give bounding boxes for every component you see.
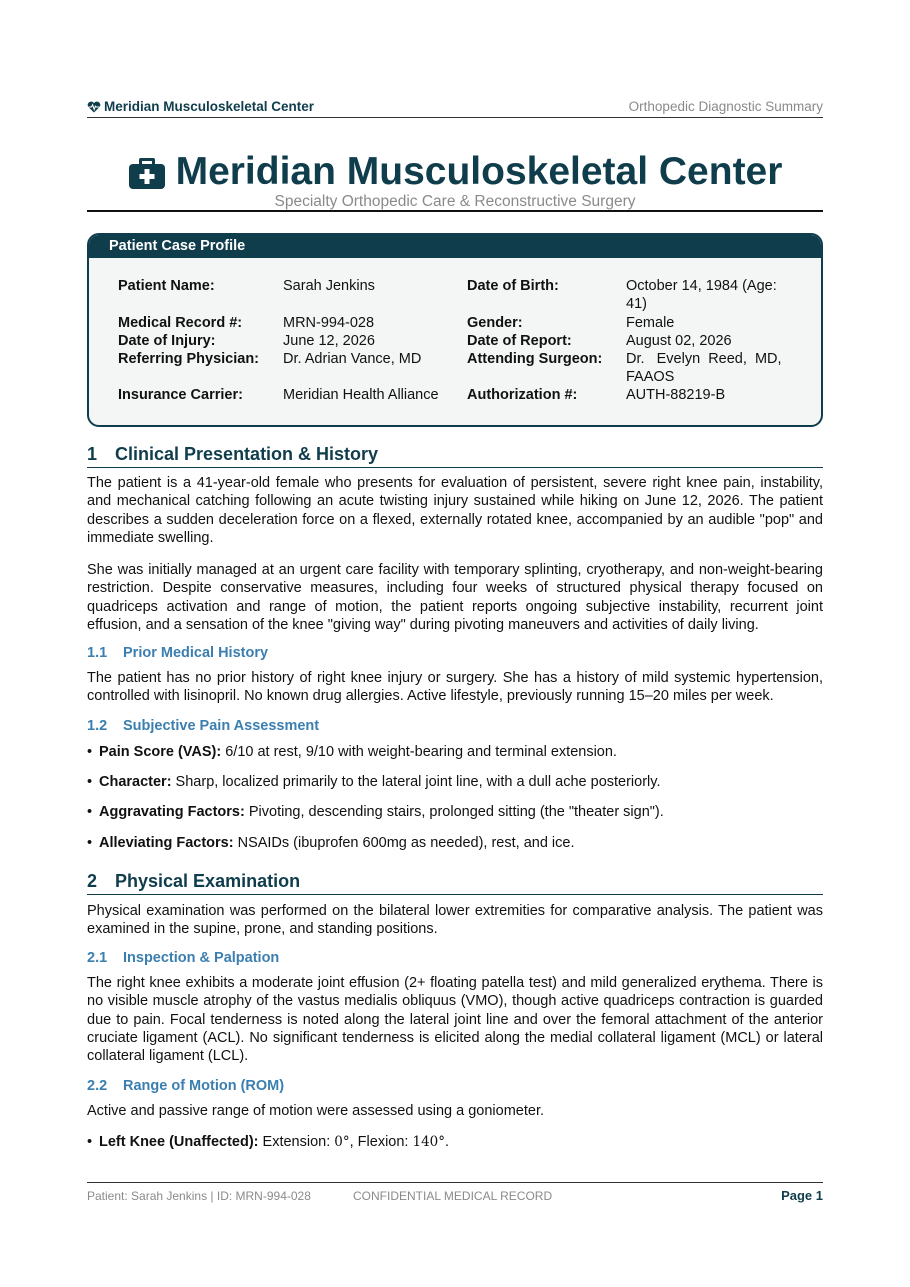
title-row: [87, 150, 823, 194]
flexion-value: 140°: [412, 1134, 446, 1150]
header-brand-name: Meridian Musculoskeletal Center: [104, 99, 315, 114]
insurance-value: Meridian Health Alliance: [283, 387, 439, 403]
bullet-label: Left Knee (Unaffected):: [99, 1134, 259, 1150]
extension-value: 0°: [334, 1134, 350, 1150]
referring-physician-label: Referring Physician:: [118, 351, 260, 367]
mrn-label: Medical Record #:: [118, 315, 243, 331]
footer-page-number: Page 1: [781, 1188, 823, 1203]
gender-label: Gender:: [467, 315, 523, 331]
subsection-title: Prior Medical History: [123, 645, 269, 661]
subsection-title: Inspection & Palpation: [123, 950, 280, 966]
gender-value: Female: [626, 315, 675, 331]
date-of-injury-value: June 12, 2026: [283, 333, 375, 349]
authorization-label: Authorization #:: [467, 387, 578, 403]
section-title: Clinical Presentation & History: [115, 444, 379, 464]
subsection-title: Range of Motion (ROM): [123, 1078, 285, 1094]
patient-profile-box: [87, 233, 823, 427]
subsection-1-2-heading: [87, 718, 319, 734]
extension-label: Extension:: [258, 1134, 335, 1150]
list-item: • Aggravating Factors: Pivoting, descending stairs, prolonged sitting (the "theater sign").: [87, 804, 664, 820]
referring-physician-value: Dr. Adrian Vance, MD: [283, 351, 422, 367]
bullet-end: .: [445, 1134, 450, 1150]
subsection-number: 2.2: [87, 1078, 108, 1094]
subsection-title: Subjective Pain Assessment: [123, 718, 320, 734]
bullet-text: NSAIDs (ibuprofen 600mg as needed), rest, and ice.: [233, 835, 575, 851]
inspection-paragraph: The right knee exhibits a moderate joint effusion (2+ floating patella test) and mild generalized erythema. There is no visible muscle atrophy of the vastus medialis obliquus (VMO), though active quadriceps contraction is guarded due to pain. Focal tenderness is noted along the lateral joint line and over the femoral attachment of the anterior cruciate ligament (ACL). No significant tenderness is elicited along the medial collateral ligament (MCL) or lateral collateral ligament (LCL).: [87, 975, 823, 1065]
date-of-report-label: Date of Report:: [467, 333, 572, 349]
profile-heading: Patient Case Profile: [89, 235, 821, 258]
bullet-label: Pain Score (VAS):: [99, 744, 222, 760]
list-item: • Left Knee (Unaffected): Extension: 0°, Flexion: 140°.: [87, 1134, 450, 1150]
subsection-1-1-heading: [87, 645, 268, 661]
bullet-label: Aggravating Factors:: [99, 804, 245, 820]
bullet-label: Character:: [99, 774, 172, 790]
bullet-text: 6/10 at rest, 9/10 with weight-bearing and terminal extension.: [221, 744, 617, 760]
list-item: • Pain Score (VAS): 6/10 at rest, 9/10 with weight-bearing and terminal extension.: [87, 744, 617, 760]
authorization-value: AUTH-88219-B: [626, 387, 726, 403]
section-1-paragraph-1: The patient is a 41-year-old female who presents for evaluation of persistent, severe right knee pain, instability, and mechanical catching following an acute twisting injury sustained while hiking on June 12, 2026. The patient describes a sudden deceleration force on a flexed, externally rotated knee, accompanied by an audible "pop" and immediate swelling.: [87, 475, 823, 546]
section-2-paragraph-1: Physical examination was performed on the bilateral lower extremities for comparative analysis. The patient was examined in the supine, prone, and standing positions.: [87, 903, 823, 938]
subsection-2-2-heading: [87, 1078, 284, 1094]
footer-patient-id: Patient: Sarah Jenkins | ID: MRN-994-028: [87, 1189, 311, 1203]
header-brand: [87, 99, 314, 114]
section-2-heading: [87, 871, 823, 895]
bullet-text: Sharp, localized primarily to the lateral joint line, with a dull ache posteriorly.: [171, 774, 661, 790]
bullet-label: Alleviating Factors:: [99, 835, 234, 851]
running-header: [87, 98, 823, 118]
section-1-heading: [87, 444, 823, 468]
section-number: 2: [87, 871, 98, 891]
subsection-number: 1.1: [87, 645, 108, 661]
page-subtitle: Specialty Orthopedic Care & Reconstructive Surgery: [274, 193, 636, 210]
footer-confidential: CONFIDENTIAL MEDICAL RECORD: [353, 1189, 553, 1203]
subsection-number: 2.1: [87, 950, 108, 966]
list-item: • Character: Sharp, localized primarily to the lateral joint line, with a dull ache posteriorly.: [87, 774, 661, 790]
subsection-number: 1.2: [87, 718, 108, 734]
prior-history-paragraph: The patient has no prior history of right knee injury or surgery. She has a history of mild systemic hypertension, controlled with lisinopril. No known drug allergies. Active lifestyle, previously running 15–20 miles per week.: [87, 670, 823, 705]
title-block: [87, 150, 823, 212]
dob-label: Date of Birth:: [467, 278, 559, 294]
date-of-injury-label: Date of Injury:: [118, 333, 216, 349]
dob-value-line2: 41): [626, 296, 647, 312]
section-1-paragraph-2: She was initially managed at an urgent care facility with temporary splinting, cryotherapy, and non-weight-bearing restriction. Despite conservative measures, including four weeks of structured physical therapy focused on quadriceps activation and range of motion, the patient reports ongoing subjective instability, recurrent joint effusion, and a sensation of the knee "giving way" during pivoting maneuvers and activities of daily living.: [87, 562, 823, 633]
patient-name-value: Sarah Jenkins: [283, 278, 375, 294]
section-number: 1: [87, 444, 98, 464]
mrn-value: MRN-994-028: [283, 315, 375, 331]
page-footer: [87, 1182, 823, 1205]
list-item: • Alleviating Factors: NSAIDs (ibuprofen 600mg as needed), rest, and ice.: [87, 835, 575, 851]
dob-value-line1: October 14, 1984 (Age:: [626, 278, 777, 294]
patient-name-label: Patient Name:: [118, 278, 215, 294]
date-of-report-value: August 02, 2026: [626, 333, 732, 349]
bullet-text: Pivoting, descending stairs, prolonged sitting (the "theater sign").: [244, 804, 664, 820]
subsection-2-1-heading: [87, 950, 279, 966]
medical-kit-icon: [128, 154, 166, 190]
section-title: Physical Examination: [115, 871, 301, 891]
rom-paragraph: Active and passive range of motion were assessed using a goniometer.: [87, 1103, 545, 1119]
flexion-label: , Flexion:: [349, 1134, 413, 1150]
header-document-type: Orthopedic Diagnostic Summary: [628, 99, 823, 114]
insurance-label: Insurance Carrier:: [118, 387, 243, 403]
page-title: Meridian Musculoskeletal Center: [175, 150, 783, 193]
attending-surgeon-value-line1: Dr. Evelyn Reed, MD,: [626, 351, 782, 367]
heart-pulse-icon: [87, 101, 101, 113]
attending-surgeon-value-line2: FAAOS: [626, 369, 675, 385]
attending-surgeon-label: Attending Surgeon:: [467, 351, 603, 367]
